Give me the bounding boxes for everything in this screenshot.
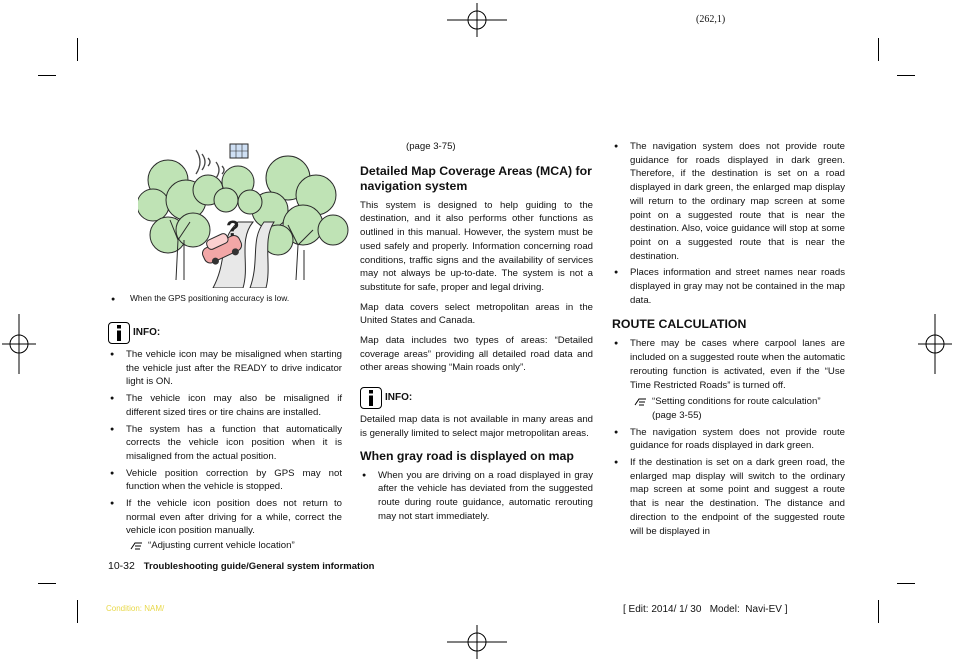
crop-mark: [897, 583, 915, 584]
middle-column: [360, 140, 593, 528]
right-column: [612, 140, 845, 543]
list-item: ● The navigation system does not provide route guidance for roads displayed in dark green. Therefore, if the destination is set on a road displayed in dark green, the enlarged map display will return to the ordinary map screen at some point on a suggested route that is near the destination. Also, voice guidance will stop at some point on a suggested route that is near the destination.: [612, 140, 845, 263]
route-calc-list: [612, 337, 845, 392]
list-item: ● When you are driving on a road displayed in gray after the vehicle has deviated from the suggested route during route guidance, automatic rerouting may not start immediately.: [360, 469, 593, 524]
list-item: ● There may be cases where carpool lanes are included on a suggested route when the automatic rerouting function is activated, even if the “Use Time Restricted Roads” is turned off.: [612, 337, 845, 392]
svg-text:?: ?: [226, 216, 240, 241]
list-item: ● The navigation system does not provide route guidance for roads displayed in dark green.: [612, 426, 845, 453]
left-column: [108, 314, 342, 553]
crop-mark: [897, 75, 915, 76]
list-item: ● The vehicle icon may also be misaligned if different sized tires or tire chains are installed.: [108, 392, 342, 419]
crop-mark: [77, 38, 78, 61]
gps-illustration: [138, 140, 350, 288]
cross-reference: “Adjusting current vehicle location”: [128, 539, 342, 553]
registration-mark-left: [2, 312, 36, 376]
figure-caption: ● When the GPS positioning accuracy is low.: [111, 293, 290, 303]
footer-section-title: Troubleshooting guide/General system information: [143, 561, 375, 572]
list-item: ● The system has a function that automatically corrects the vehicle icon position when it is misaligned from the actual position.: [108, 423, 342, 464]
paragraph: This system is designed to help guiding to the destination, and it also performs other functions as outlined in this manual. However, the system must be used safely and properly. Information concerning road conditions, traffic signs and the availability of services may not always be up-to-date. The system is not a substitute for safe, proper and legal driving.: [360, 199, 593, 293]
footer: [108, 560, 374, 572]
info-heading: [108, 322, 342, 344]
info-label: INFO:: [133, 327, 161, 339]
pointing-hand-icon: [130, 540, 144, 551]
section-heading-route-calculation: ROUTE CALCULATION: [612, 317, 747, 332]
list-item: ● If the destination is set on a dark green road, the enlarged map display will switch to the ordinary map screen at some point and suggest a route that is near the destination. The distance and direction to the endpoint of the suggested route will be displayed in: [612, 456, 845, 538]
info-label: INFO:: [385, 392, 413, 404]
cross-reference: “Setting conditions for route calculation” (page 3-55): [632, 395, 845, 422]
crop-mark: [878, 38, 879, 61]
list-item: ● Vehicle position correction by GPS may not function when the vehicle is stopped.: [108, 467, 342, 494]
page-number: 10-32: [108, 560, 135, 572]
edit-info: [ Edit: 2014/ 1/ 30 Model: Navi-EV ]: [623, 604, 788, 615]
list-item: ● The vehicle icon may be misaligned when starting the vehicle just after the READY to drive indicator light is ON.: [108, 348, 342, 389]
list-item: ● Places information and street names near roads displayed in gray may not be contained in the map data.: [612, 266, 845, 307]
list-item: ● If the vehicle icon position does not return to normal even after driving for a while, correct the vehicle icon position manually.: [108, 497, 342, 538]
info-heading: [360, 387, 593, 409]
info-text: Detailed map data is not available in many areas and is generally limited to select major metropolitan areas.: [360, 414, 593, 439]
crop-mark: [38, 583, 56, 584]
crop-mark: [878, 600, 879, 623]
info-icon: [360, 387, 382, 409]
route-calc-list-continued: [612, 426, 845, 539]
condition-label: Condition: NAM/: [106, 604, 165, 613]
registration-mark-right: [918, 312, 952, 376]
pointing-hand-icon: [634, 396, 648, 407]
crop-mark: [77, 600, 78, 623]
section-heading-mca: Detailed Map Coverage Areas (MCA) for navigation system: [360, 163, 592, 193]
page-ref-header: (262,1): [696, 14, 726, 25]
info-list: [108, 348, 342, 538]
crop-mark: [38, 75, 56, 76]
gray-road-list: [360, 469, 593, 524]
section-heading-gray-road: When gray road is displayed on map: [360, 448, 574, 463]
page-ref: (page 3-75): [406, 141, 456, 152]
info-icon: [108, 322, 130, 344]
registration-mark-bottom: [445, 625, 509, 659]
registration-mark-top: [445, 3, 509, 37]
paragraph: Map data includes two types of areas: “Detailed coverage areas” providing all detailed road data and other areas showing “Main roads only”.: [360, 335, 593, 374]
map-notes-list: [612, 140, 845, 307]
paragraph: Map data covers select metropolitan areas in the United States and Canada.: [360, 301, 593, 327]
